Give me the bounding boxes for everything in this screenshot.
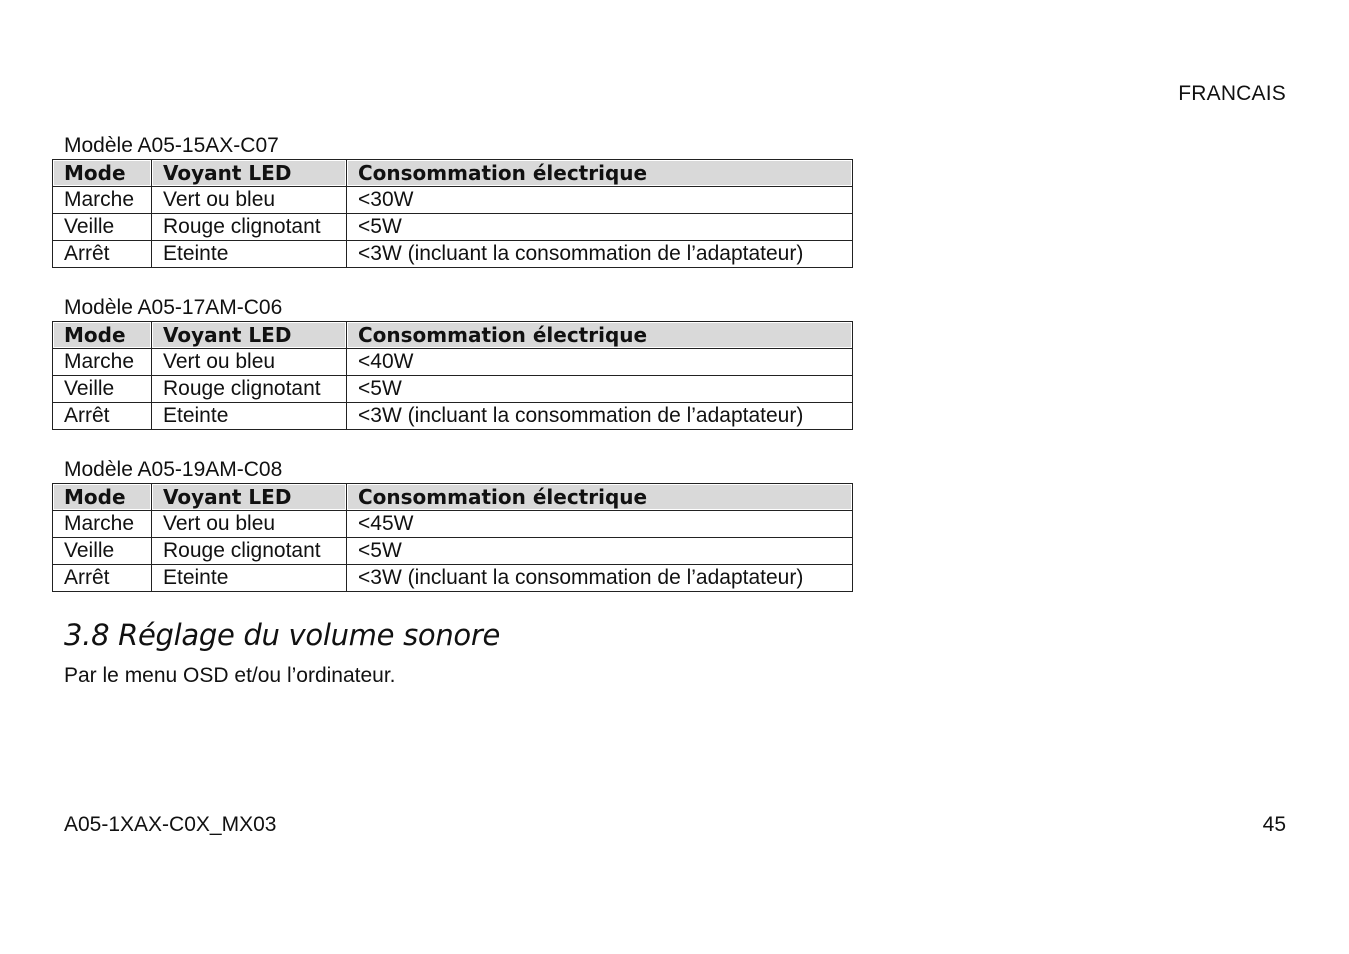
- cell-consumption: <3W (incluant la consommation de l’adaptateur): [347, 241, 853, 268]
- table-header-row: [53, 322, 853, 349]
- header-consumption: Consommation électrique: [347, 322, 853, 349]
- page-header-language: FRANCAIS: [1178, 82, 1286, 105]
- table-row: [53, 511, 853, 538]
- cell-mode: Arrêt: [53, 241, 152, 268]
- cell-mode: Veille: [53, 376, 152, 403]
- cell-mode: Marche: [53, 511, 152, 538]
- power-table: [52, 159, 853, 268]
- cell-led: Rouge clignotant: [152, 538, 347, 565]
- power-table: [52, 483, 853, 592]
- header-led: Voyant LED: [152, 322, 347, 349]
- cell-consumption: <45W: [347, 511, 853, 538]
- cell-led: Vert ou bleu: [152, 187, 347, 214]
- table-header-row: [53, 484, 853, 511]
- cell-mode: Arrêt: [53, 403, 152, 430]
- cell-mode: Arrêt: [53, 565, 152, 592]
- cell-led: Eteinte: [152, 565, 347, 592]
- table-row: [53, 538, 853, 565]
- table-row: [53, 376, 853, 403]
- header-mode: Mode: [53, 322, 152, 349]
- model-block-2: [52, 295, 852, 430]
- section-body-text: Par le menu OSD et/ou l’ordinateur.: [64, 664, 396, 687]
- table-row: [53, 349, 853, 376]
- section-heading: 3.8 Réglage du volume sonore: [64, 618, 501, 652]
- header-mode: Mode: [53, 160, 152, 187]
- table-row: [53, 403, 853, 430]
- cell-consumption: <30W: [347, 187, 853, 214]
- cell-mode: Marche: [53, 349, 152, 376]
- cell-led: Rouge clignotant: [152, 376, 347, 403]
- model-title: Modèle A05-15AX-C07: [64, 134, 279, 157]
- cell-mode: Veille: [53, 538, 152, 565]
- cell-consumption: <5W: [347, 376, 853, 403]
- table-row: [53, 565, 853, 592]
- table-header-row: [53, 160, 853, 187]
- cell-mode: Veille: [53, 214, 152, 241]
- cell-consumption: <3W (incluant la consommation de l’adaptateur): [347, 565, 853, 592]
- cell-led: Eteinte: [152, 403, 347, 430]
- footer-page-number: 45: [1262, 813, 1286, 836]
- table-row: [53, 214, 853, 241]
- header-led: Voyant LED: [152, 484, 347, 511]
- model-title: Modèle A05-17AM-C06: [64, 296, 283, 319]
- table-row: [53, 241, 853, 268]
- cell-consumption: <5W: [347, 214, 853, 241]
- model-block-3: [52, 457, 852, 592]
- cell-led: Vert ou bleu: [152, 511, 347, 538]
- model-title: Modèle A05-19AM-C08: [64, 458, 283, 481]
- header-consumption: Consommation électrique: [347, 484, 853, 511]
- cell-led: Eteinte: [152, 241, 347, 268]
- cell-consumption: <5W: [347, 538, 853, 565]
- header-mode: Mode: [53, 484, 152, 511]
- footer-doc-code: A05-1XAX-C0X_MX03: [64, 813, 277, 836]
- cell-mode: Marche: [53, 187, 152, 214]
- cell-consumption: <3W (incluant la consommation de l’adaptateur): [347, 403, 853, 430]
- table-row: [53, 187, 853, 214]
- cell-led: Vert ou bleu: [152, 349, 347, 376]
- cell-led: Rouge clignotant: [152, 214, 347, 241]
- header-led: Voyant LED: [152, 160, 347, 187]
- header-consumption: Consommation électrique: [347, 160, 853, 187]
- power-table: [52, 321, 853, 430]
- cell-consumption: <40W: [347, 349, 853, 376]
- model-block-1: [52, 133, 852, 268]
